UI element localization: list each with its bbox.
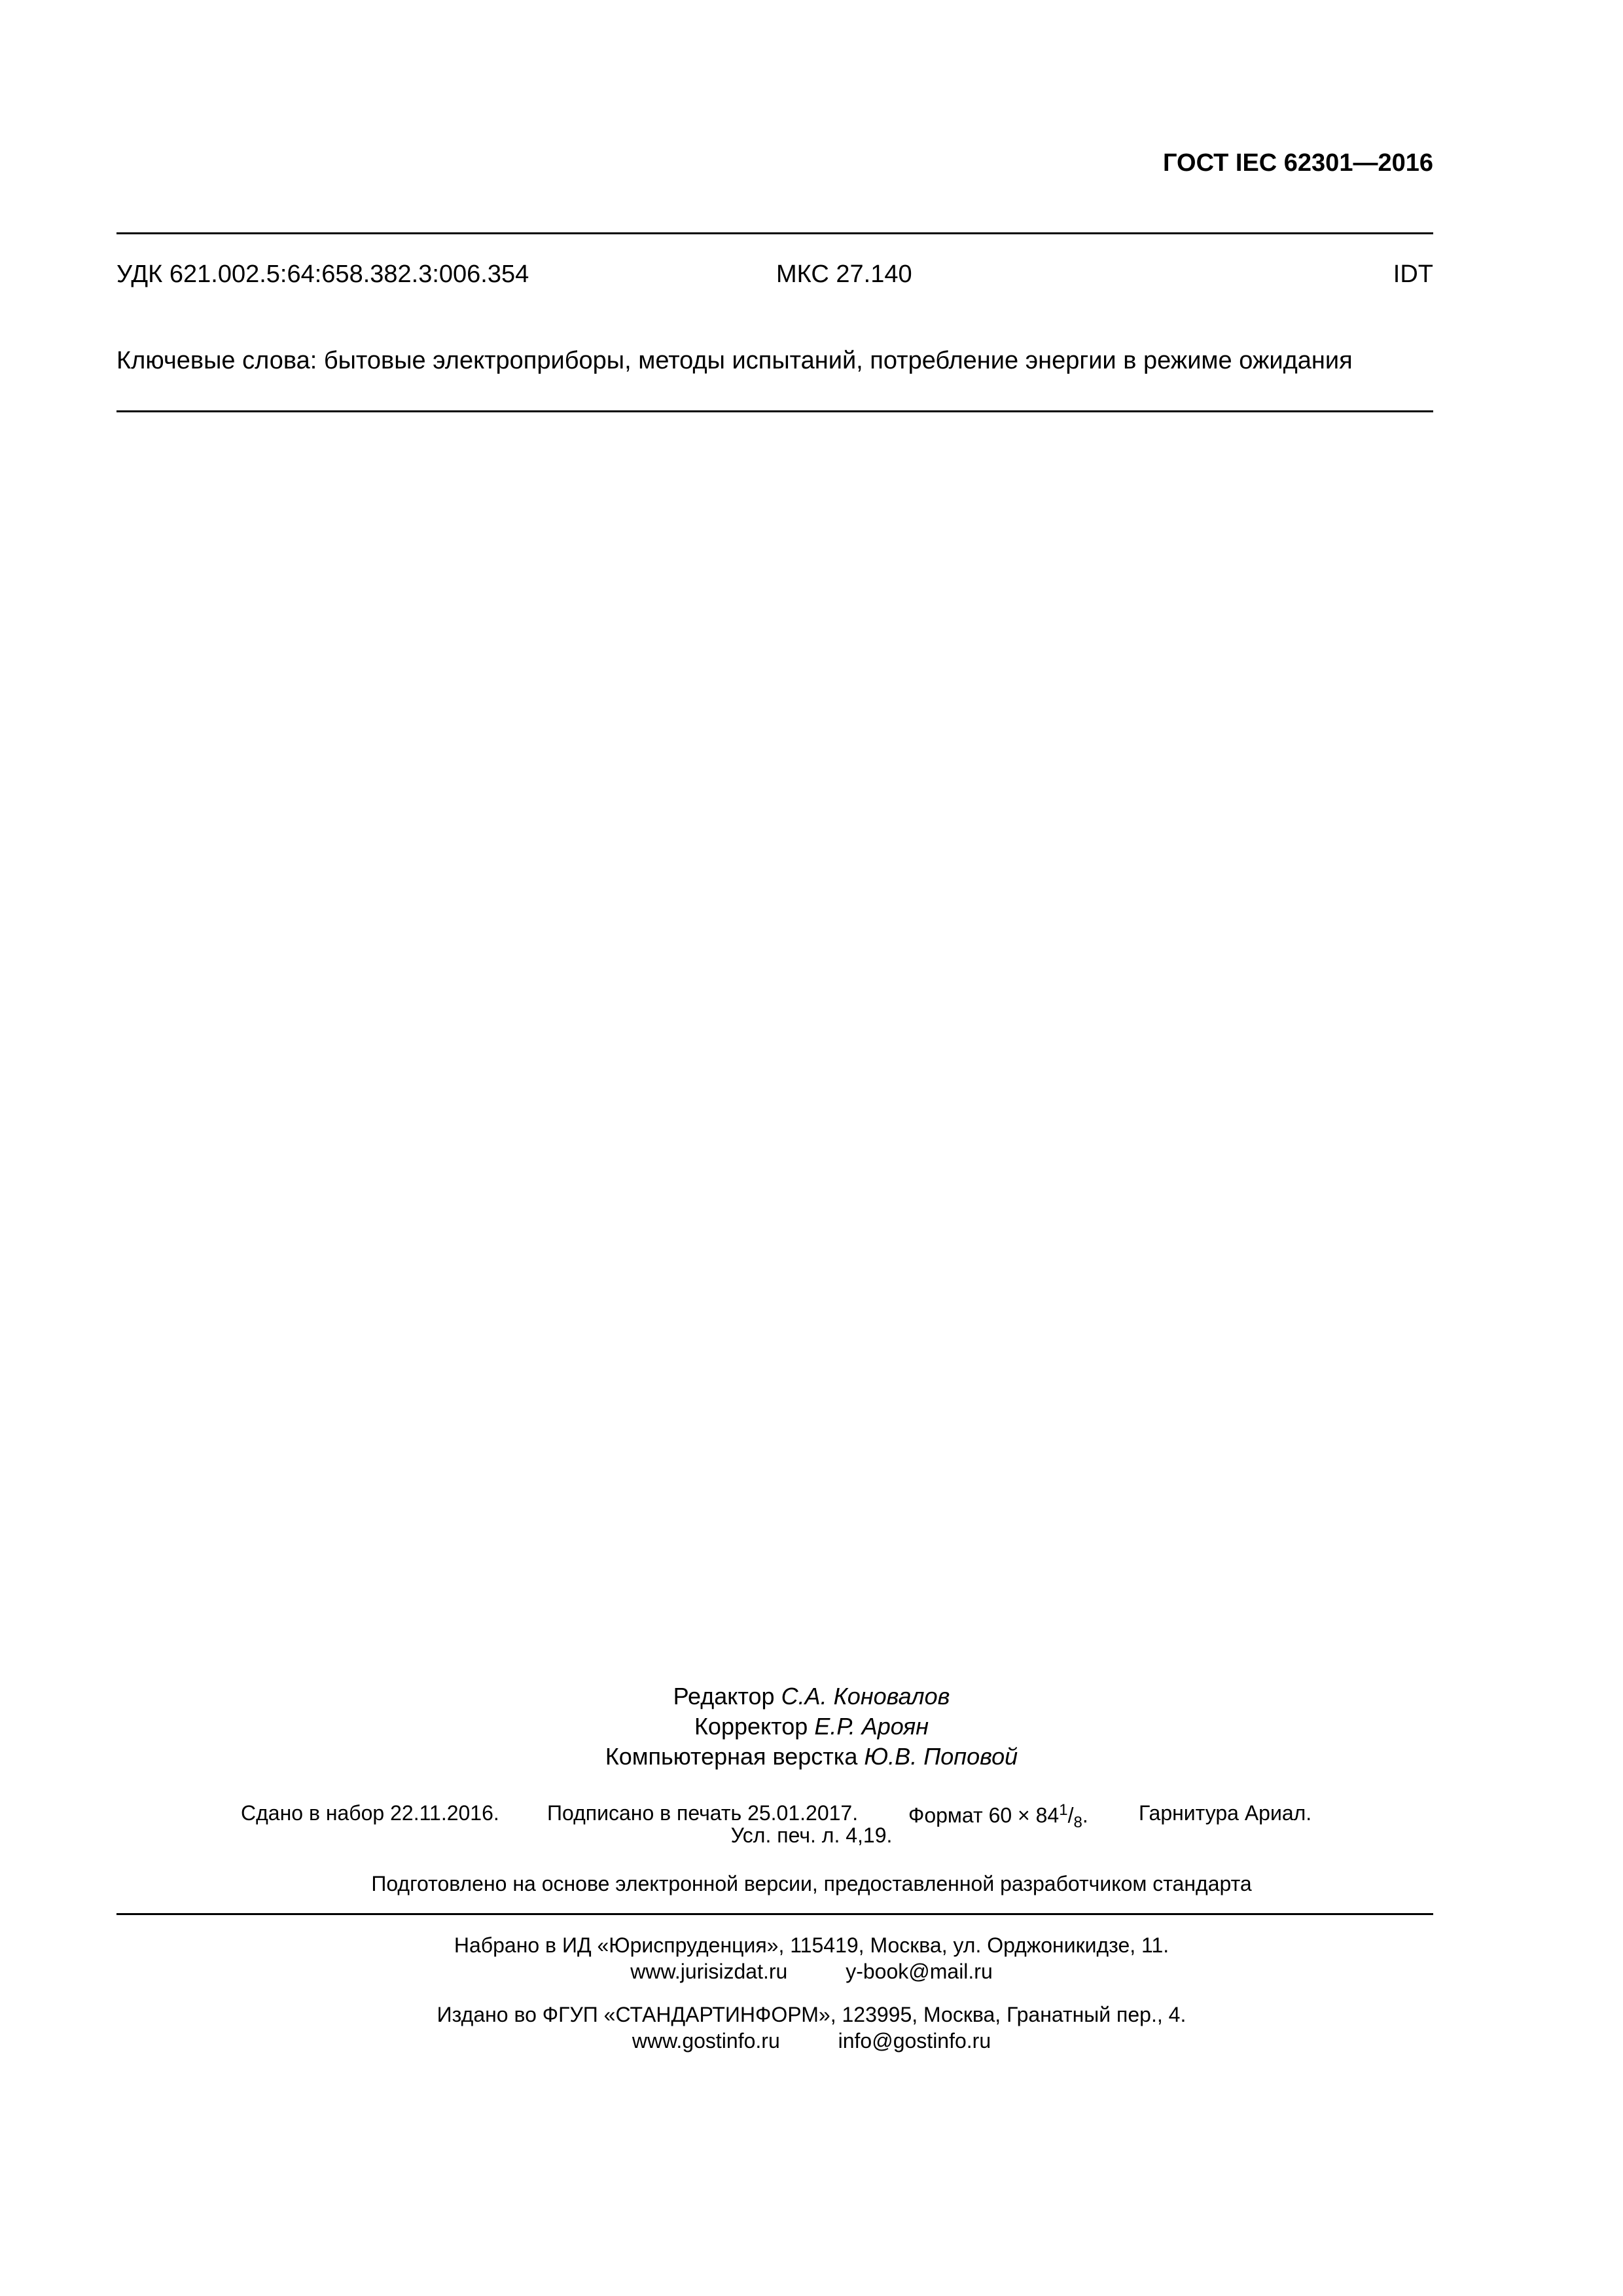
keywords-line: Ключевые слова: бытовые электроприборы, методы испытаний, потребление энергии в режиме ожидания [116, 347, 1353, 374]
editor-label: Редактор [673, 1683, 775, 1710]
published-email: info@gostinfo.ru [838, 2029, 991, 2053]
keywords-rule [116, 410, 1433, 412]
signed-date: Подписано в печать 25.01.2017. [547, 1801, 859, 1825]
typeface: Гарнитура Ариал. [1139, 1801, 1312, 1825]
layout-label: Компьютерная верстка [605, 1743, 858, 1770]
published-website: www.gostinfo.ru [632, 2029, 780, 2053]
top-rule [116, 232, 1433, 234]
udk-code: УДК 621.002.5:64:658.382.3:006.354 [116, 260, 529, 288]
prepared-note: Подготовлено на основе электронной версии, предоставленной разработчиком стандарта [371, 1872, 1252, 1895]
print-sheets: Усл. печ. л. 4,19. [730, 1823, 893, 1847]
corrector-label: Корректор [694, 1713, 808, 1740]
mks-code: МКС 27.140 [776, 260, 912, 288]
typeset-website: www.jurisizdat.ru [630, 1960, 788, 1983]
editor-line [0, 1679, 1623, 1713]
format-denominator: 8 [1073, 1814, 1082, 1832]
published-contacts [0, 2029, 1623, 2053]
format-prefix: Формат 60 × 84 [908, 1803, 1060, 1827]
standard-code: ГОСТ IEC 62301—2016 [1163, 149, 1433, 177]
editor-name: С.А. Коновалов [781, 1683, 950, 1710]
imprint-rule [116, 1913, 1433, 1915]
format-separator: / [1067, 1803, 1074, 1827]
typeset-contacts [0, 1960, 1623, 1984]
published-line: Издано во ФГУП «СТАНДАРТИНФОРМ», 123995, Москва, Гранатный пер., 4. [437, 2003, 1186, 2026]
format-suffix: . [1082, 1803, 1088, 1827]
format-numerator: 1 [1059, 1801, 1068, 1819]
typeset-line: Набрано в ИД «Юриспруденция», 115419, Москва, ул. Орджоникидзе, 11. [454, 1933, 1169, 1957]
typeset-email: y-book@mail.ru [846, 1960, 993, 1983]
classification-row [116, 260, 1433, 289]
corrector-name: Е.Р. Ароян [814, 1713, 929, 1740]
layout-line [0, 1740, 1623, 1774]
layout-name: Ю.В. Поповой [864, 1743, 1018, 1770]
idt-label: IDT [1393, 260, 1433, 288]
corrector-line [0, 1710, 1623, 1744]
submitted-date: Сдано в набор 22.11.2016. [241, 1801, 499, 1825]
